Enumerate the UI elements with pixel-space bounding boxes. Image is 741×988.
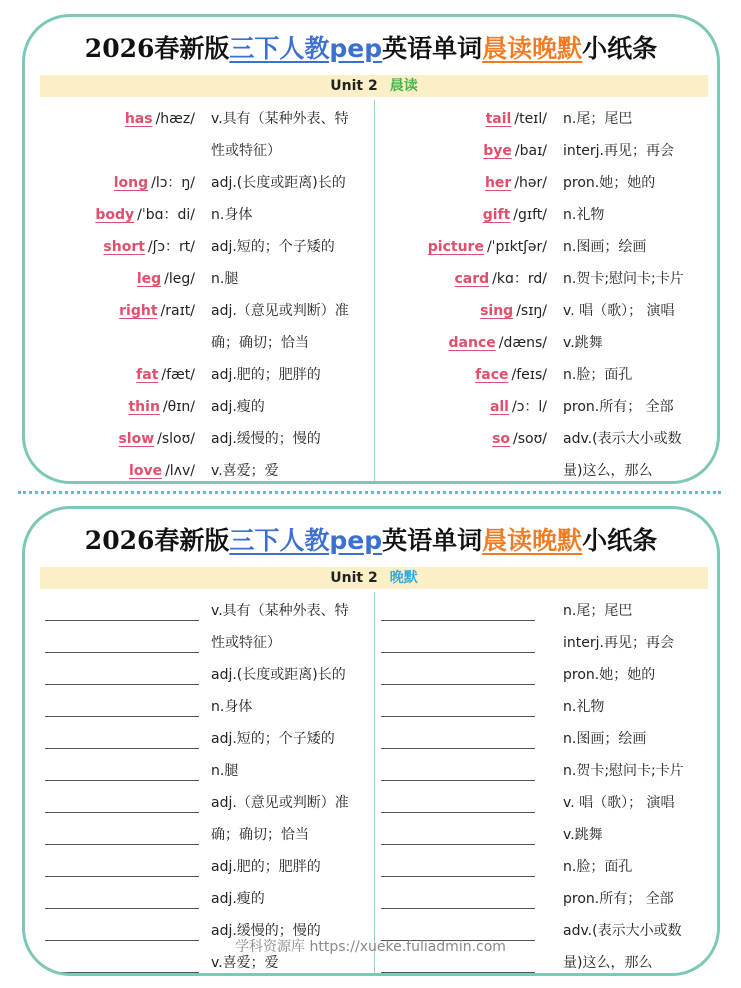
answer-blank-line[interactable] <box>381 812 535 813</box>
vocab-row <box>25 231 355 263</box>
word-entry <box>118 423 195 455</box>
vocab-word: her <box>484 175 512 191</box>
answer-blank-line[interactable] <box>381 684 535 685</box>
vocab-word: sing <box>480 303 514 319</box>
phonetic: /soʊ/ <box>513 431 547 447</box>
word-entry <box>483 199 547 231</box>
dictation-row <box>377 787 707 819</box>
meaning: interj.再见；再会 <box>563 143 674 159</box>
dictation-row <box>25 819 355 851</box>
phonetic: /sloʊ/ <box>157 431 195 447</box>
vocab-row <box>25 455 355 484</box>
vocab-word: slow <box>118 431 155 447</box>
vocab-row <box>377 423 707 455</box>
meaning: adj.肥的；肥胖的 <box>211 859 321 875</box>
dictation-row <box>377 627 707 659</box>
meaning: 量)这么，那么 <box>563 463 653 479</box>
phonetic: /sɪŋ/ <box>516 303 547 319</box>
answer-blank-line[interactable] <box>381 844 535 845</box>
meaning: n.贺卡;慰问卡;卡片 <box>563 271 684 287</box>
meaning: pron.她；她的 <box>563 175 656 191</box>
answer-blank-line[interactable] <box>45 620 199 621</box>
word-entry <box>483 135 547 167</box>
answer-blank-line[interactable] <box>45 748 199 749</box>
vocab-word: bye <box>483 143 512 159</box>
title-part-slip: 小纸条 <box>582 526 658 555</box>
vocab-row <box>377 455 707 484</box>
phonetic: /hər/ <box>514 175 547 191</box>
vocab-word: tail <box>485 111 512 127</box>
word-entry <box>449 327 547 359</box>
answer-blank-line[interactable] <box>381 748 535 749</box>
meaning: n.尾；尾巴 <box>563 111 633 127</box>
dictation-row <box>25 851 355 883</box>
meaning: v.具有（某种外表、特 <box>211 603 349 619</box>
vocab-row <box>377 199 707 231</box>
phonetic: /leg/ <box>164 271 195 287</box>
meaning: v.喜爱；爱 <box>211 463 279 479</box>
answer-blank-line[interactable] <box>45 684 199 685</box>
dotted-separator <box>18 491 721 494</box>
dictation-row <box>25 659 355 691</box>
vocab-row <box>377 231 707 263</box>
vocab-word: right <box>119 303 158 319</box>
card-title <box>25 31 717 67</box>
vocab-word: long <box>113 175 149 191</box>
dictation-row <box>25 627 355 659</box>
word-entry <box>125 103 195 135</box>
dictation-row <box>25 691 355 723</box>
dictation-row <box>377 755 707 787</box>
meaning: 性或特征） <box>211 635 281 651</box>
word-entry <box>486 103 547 135</box>
meaning: n.腿 <box>211 271 239 287</box>
title-part-edition: 三下人教pep <box>229 526 383 555</box>
column-divider <box>374 592 375 974</box>
meaning: adj.瘦的 <box>211 399 265 415</box>
word-entry <box>119 295 195 327</box>
evening-right-column <box>377 595 707 976</box>
vocab-row <box>25 167 355 199</box>
vocab-word: body <box>95 207 135 223</box>
vocab-row <box>25 295 355 327</box>
vocab-word: fat <box>136 367 159 383</box>
dictation-row <box>377 691 707 723</box>
unit-label: Unit 2 <box>330 570 378 586</box>
vocab-row <box>25 391 355 423</box>
vocab-row <box>25 359 355 391</box>
meaning: adj.(长度或距离)长的 <box>211 175 346 191</box>
vocab-row <box>25 263 355 295</box>
answer-blank-line[interactable] <box>381 876 535 877</box>
vocab-word: love <box>129 463 163 479</box>
phonetic: /feɪs/ <box>511 367 547 383</box>
phonetic: /lʌv/ <box>165 463 195 479</box>
vocab-word: leg <box>136 271 162 287</box>
title-part-slip: 小纸条 <box>582 34 658 63</box>
vocab-row <box>377 263 707 295</box>
meaning: adj.短的；个子矮的 <box>211 239 335 255</box>
phonetic: /baɪ/ <box>514 143 547 159</box>
meaning: n.身体 <box>211 207 253 223</box>
answer-blank-line[interactable] <box>381 652 535 653</box>
dictation-row <box>377 851 707 883</box>
phonetic: /gɪft/ <box>513 207 547 223</box>
title-part-year: 2026春新版 <box>84 526 230 555</box>
dictation-row <box>25 755 355 787</box>
meaning: n.图画；绘画 <box>563 239 647 255</box>
meaning: v.跳舞 <box>563 827 603 843</box>
meaning: adj.缓慢的；慢的 <box>211 431 321 447</box>
dictation-row <box>25 787 355 819</box>
phonetic: /lɔ：ŋ/ <box>151 175 195 191</box>
meaning: v. 唱（歌）； 演唱 <box>563 795 675 811</box>
watermark: 学科资源库 https://xueke.fuliadmin.com <box>235 939 506 955</box>
vocab-word: picture <box>427 239 484 255</box>
vocab-word: dance <box>448 335 496 351</box>
vocab-row <box>377 135 707 167</box>
word-entry <box>485 167 547 199</box>
title-part-subject: 英语单词 <box>382 526 483 555</box>
vocab-word: all <box>489 399 509 415</box>
vocab-row <box>25 199 355 231</box>
phonetic: /ɔ：l/ <box>511 399 547 415</box>
meaning: interj.再见；再会 <box>563 635 674 651</box>
meaning: n.身体 <box>211 699 253 715</box>
dictation-row <box>25 723 355 755</box>
phonetic: /θɪn/ <box>162 399 195 415</box>
column-divider <box>374 100 375 482</box>
card-title <box>25 523 717 559</box>
meaning: n.腿 <box>211 763 239 779</box>
unit-label: Unit 2 <box>330 78 378 94</box>
meaning: n.脸；面孔 <box>563 859 633 875</box>
meaning: v.具有（某种外表、特 <box>211 111 349 127</box>
word-entry <box>492 423 547 455</box>
meaning: 性或特征） <box>211 143 281 159</box>
vocab-row <box>25 135 355 167</box>
word-entry <box>455 263 548 295</box>
meaning: n.图画；绘画 <box>563 731 647 747</box>
word-entry <box>137 263 195 295</box>
mode-label: 晨读 <box>389 78 418 94</box>
unit-bar <box>40 75 708 97</box>
meaning: adv.(表示大小或数 <box>563 431 682 447</box>
word-entry <box>129 455 195 484</box>
word-entry <box>103 231 195 263</box>
answer-blank-line[interactable] <box>45 780 199 781</box>
word-entry <box>114 167 195 199</box>
vocab-word: thin <box>128 399 160 415</box>
word-entry <box>428 231 547 263</box>
answer-blank-line[interactable] <box>45 844 199 845</box>
meaning: adj.（意见或判断）准 <box>211 303 349 319</box>
vocab-word: gift <box>482 207 511 223</box>
answer-blank-line[interactable] <box>45 972 199 973</box>
vocab-row <box>25 103 355 135</box>
meaning: adj.缓慢的；慢的 <box>211 923 321 939</box>
title-part-mode: 晨读晚默 <box>482 526 583 555</box>
title-part-mode: 晨读晚默 <box>482 34 583 63</box>
title-part-year: 2026春新版 <box>84 34 230 63</box>
title-part-edition: 三下人教pep <box>229 34 383 63</box>
meaning: 确；确切；恰当 <box>211 335 309 351</box>
vocab-word: has <box>124 111 153 127</box>
word-entry <box>128 391 195 423</box>
evening-dictation-card <box>22 506 720 976</box>
vocab-row <box>377 391 707 423</box>
dictation-row <box>377 883 707 915</box>
phonetic: /fæt/ <box>161 367 195 383</box>
dictation-row <box>25 883 355 915</box>
mode-label: 晚默 <box>389 570 418 586</box>
meaning: adj.(长度或距离)长的 <box>211 667 346 683</box>
meaning: v.喜爱；爱 <box>211 955 279 971</box>
phonetic: /dæns/ <box>498 335 547 351</box>
dictation-row <box>377 819 707 851</box>
vocab-row <box>25 423 355 455</box>
morning-reading-card <box>22 14 720 484</box>
answer-blank-line[interactable] <box>45 876 199 877</box>
answer-blank-line[interactable] <box>45 812 199 813</box>
vocab-row <box>25 327 355 359</box>
meaning: adj.瘦的 <box>211 891 265 907</box>
word-entry <box>480 295 547 327</box>
meaning: n.礼物 <box>563 207 605 223</box>
phonetic: /ˈpɪktʃər/ <box>486 239 547 255</box>
morning-right-column <box>377 103 707 484</box>
answer-blank-line[interactable] <box>381 908 535 909</box>
vocab-word: card <box>454 271 490 287</box>
meaning: n.礼物 <box>563 699 605 715</box>
meaning: n.脸；面孔 <box>563 367 633 383</box>
dictation-row <box>25 595 355 627</box>
phonetic: /ʃɔ：rt/ <box>147 239 195 255</box>
vocab-row <box>377 295 707 327</box>
phonetic: /ˈbɑ：di/ <box>137 207 195 223</box>
answer-blank-line[interactable] <box>45 652 199 653</box>
phonetic: /raɪt/ <box>160 303 195 319</box>
phonetic: /kɑ：rd/ <box>492 271 547 287</box>
answer-blank-line[interactable] <box>381 780 535 781</box>
meaning: v. 唱（歌）； 演唱 <box>563 303 675 319</box>
meaning: adv.(表示大小或数 <box>563 923 682 939</box>
vocab-word: so <box>492 431 511 447</box>
vocab-row <box>377 103 707 135</box>
vocab-row <box>377 167 707 199</box>
word-entry <box>475 359 547 391</box>
meaning: n.尾；尾巴 <box>563 603 633 619</box>
meaning: adj.肥的；肥胖的 <box>211 367 321 383</box>
answer-blank-line[interactable] <box>381 972 535 973</box>
vocab-row <box>377 327 707 359</box>
word-entry <box>490 391 547 423</box>
answer-blank-line[interactable] <box>381 716 535 717</box>
phonetic: /hæz/ <box>155 111 195 127</box>
evening-left-column <box>25 595 355 976</box>
meaning: v.跳舞 <box>563 335 603 351</box>
unit-bar <box>40 567 708 589</box>
meaning: n.贺卡;慰问卡;卡片 <box>563 763 684 779</box>
meaning: pron.所有； 全部 <box>563 891 674 907</box>
meaning: 量)这么，那么 <box>563 955 653 971</box>
meaning: adj.短的；个子矮的 <box>211 731 335 747</box>
word-entry <box>95 199 195 231</box>
vocab-row <box>377 359 707 391</box>
phonetic: /teɪl/ <box>514 111 547 127</box>
answer-blank-line[interactable] <box>45 908 199 909</box>
dictation-row <box>377 723 707 755</box>
answer-blank-line[interactable] <box>381 620 535 621</box>
meaning: pron.所有； 全部 <box>563 399 674 415</box>
word-entry <box>136 359 195 391</box>
meaning: 确；确切；恰当 <box>211 827 309 843</box>
vocab-word: face <box>475 367 509 383</box>
dictation-row <box>377 659 707 691</box>
title-part-subject: 英语单词 <box>382 34 483 63</box>
meaning: adj.（意见或判断）准 <box>211 795 349 811</box>
vocab-word: short <box>103 239 145 255</box>
dictation-row <box>377 595 707 627</box>
meaning: pron.她；她的 <box>563 667 656 683</box>
morning-left-column <box>25 103 355 484</box>
answer-blank-line[interactable] <box>45 716 199 717</box>
